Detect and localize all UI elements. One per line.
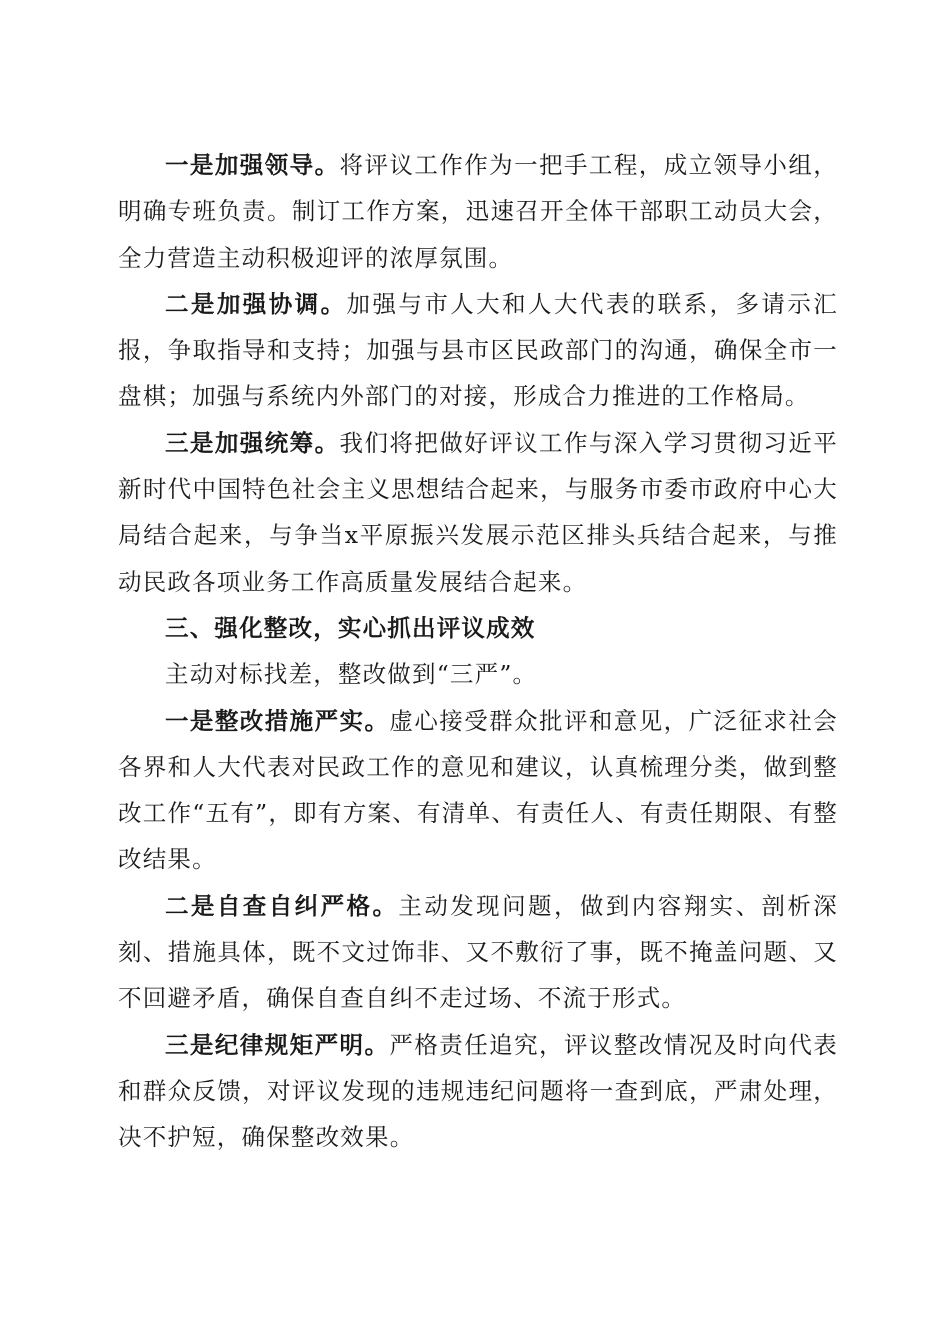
paragraph-lead: 二是加强协调。 <box>165 289 347 318</box>
document-body <box>118 142 838 1161</box>
paragraph-text: 我们将把做好评议工作与深入学习贯彻习近平新时代中国特色社会主义思想结合起来，与服务市委市政府中心大局结合起来，与争当x平原振兴发展示范区排头兵结合起来，与推动民政各项业务工作高质量发展结合起来。 <box>118 428 838 596</box>
paragraph-lead: 三是加强统筹。 <box>165 428 340 457</box>
paragraph-text: 将评议工作作为一把手工程，成立领导小组，明确专班负责。制订工作方案，迅速召开全体干部职工动员大会，全力营造主动积极迎评的浓厚氛围。 <box>118 151 838 272</box>
section-heading: 三、强化整改，实心抓出评议成效 <box>165 613 536 642</box>
paragraph-text: 虚心接受群众批评和意见，广泛征求社会各界和人大代表对民政工作的意见和建议，认真梳理分类，做到整改工作“五有”，即有方案、有清单、有责任人、有责任期限、有整改结果。 <box>118 706 838 874</box>
paragraph-strengthen-coordination <box>118 281 838 420</box>
paragraph-lead: 三是纪律规矩严明。 <box>165 1030 390 1059</box>
section-intro: 主动对标找差，整改做到“三严”。 <box>165 660 538 689</box>
paragraph-strengthen-planning <box>118 420 838 605</box>
paragraph-strengthen-leadership <box>118 142 838 281</box>
paragraph-lead: 一是加强领导。 <box>165 151 340 179</box>
paragraph-lead: 一是整改措施严实。 <box>165 706 390 735</box>
paragraph-discipline-rules <box>118 1022 838 1161</box>
paragraph-text: 主动发现问题，做到内容翔实、剖析深刻、措施具体，既不文过饰非、又不敷衍了事，既不掩盖问题、又不回避矛盾，确保自查自纠不走过场、不流于形式。 <box>118 891 838 1013</box>
paragraph-rectification-measures <box>118 698 838 883</box>
paragraph-lead: 二是自查自纠严格。 <box>165 891 399 920</box>
paragraph-text: 加强与市人大和人大代表的联系，多请示汇报，争取指导和支持；加强与县市区民政部门的沟通，确保全市一盘棋；加强与系统内外部门的对接，形成合力推进的工作格局。 <box>118 289 838 411</box>
paragraph-self-inspection <box>118 883 838 1022</box>
paragraph-text: 严格责任追究，评议整改情况及时向代表和群众反馈，对评议发现的违规违纪问题将一查到底，严肃处理，决不护短，确保整改效果。 <box>118 1030 838 1152</box>
